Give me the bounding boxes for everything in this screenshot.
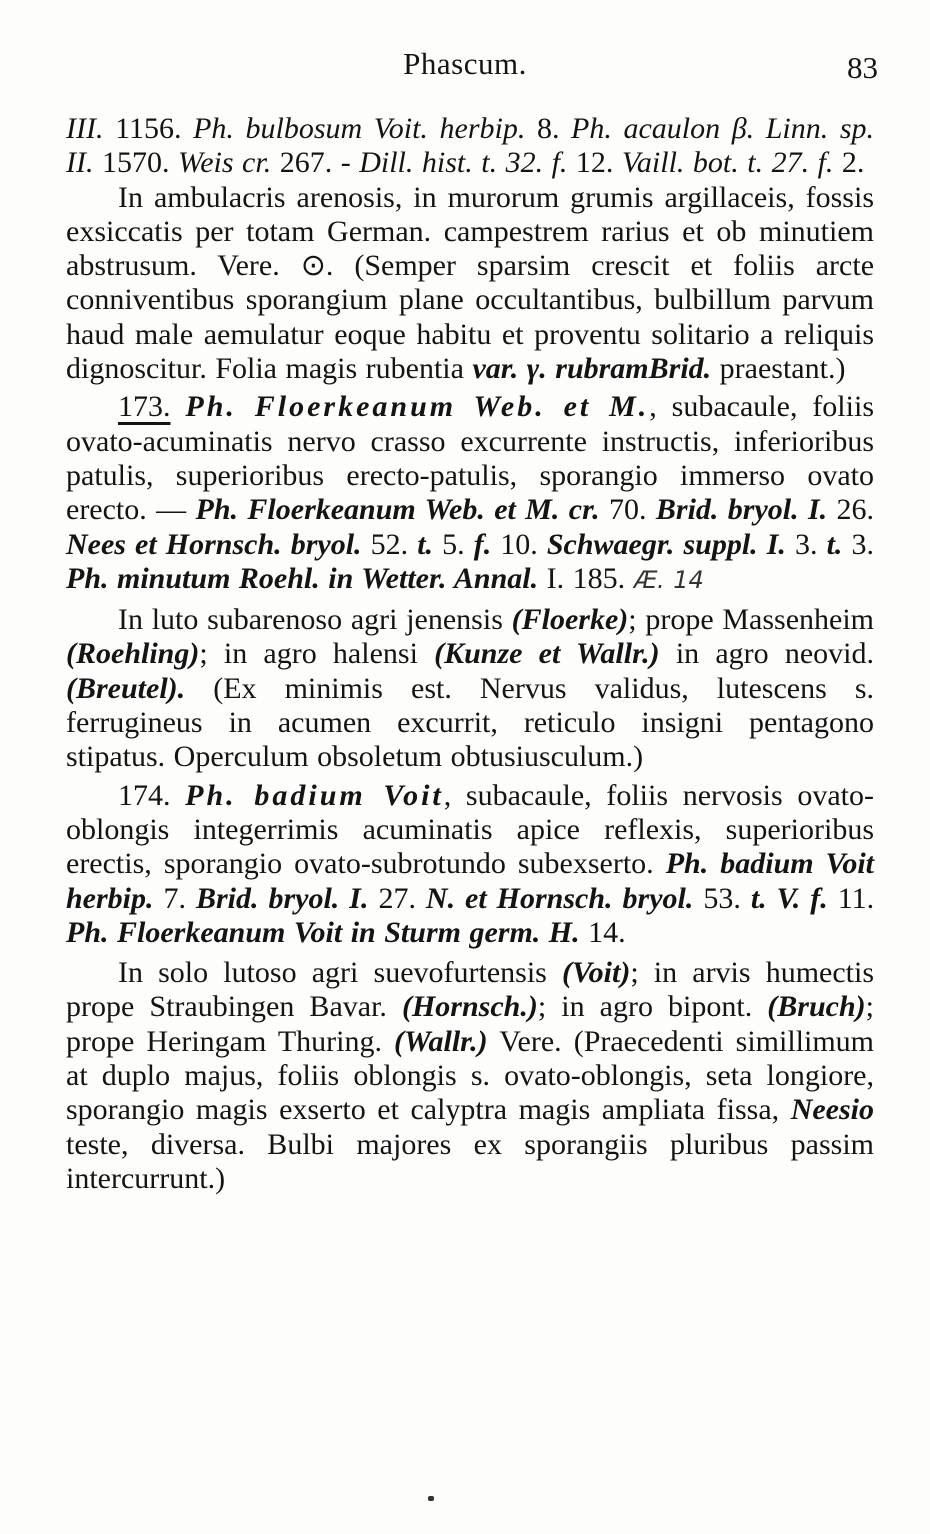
reference: 10. bbox=[500, 527, 538, 561]
reference: 3. bbox=[851, 527, 874, 561]
reference: Ph. badium Voit herbip. bbox=[66, 847, 875, 915]
habitat-paragraph bbox=[66, 603, 874, 774]
reference: t. bbox=[417, 527, 434, 561]
habitat-text: ; in agro halensi bbox=[199, 637, 418, 671]
reference: t. bbox=[826, 527, 843, 561]
note-text: teste, diversa. Bulbi majores ex sporangiis pluribus passim intercurrunt.) bbox=[66, 1127, 874, 1195]
page-body bbox=[66, 112, 874, 1196]
reference: I. 185. bbox=[546, 561, 626, 595]
synonym-ref: Weis cr. bbox=[177, 146, 272, 180]
species-number: 173. bbox=[118, 390, 171, 424]
habitat-text: In luto subarenoso agri jenensis bbox=[118, 603, 503, 637]
habitat-text: In solo lutoso agri suevofurtensis bbox=[118, 956, 547, 990]
collector: Neesio bbox=[790, 1093, 874, 1127]
synonym-ref: 1570. bbox=[101, 146, 170, 180]
habitat-text: ; in arvis humectis prope Straubingen Bavar. bbox=[66, 956, 875, 1024]
reference: Ph. Floerkeanum Web. et M. cr. bbox=[195, 493, 600, 527]
synonymy-continuation bbox=[66, 112, 874, 181]
reference: 70. bbox=[609, 493, 647, 527]
species-name: Ph. badium Voit bbox=[185, 778, 444, 812]
collector: (Wallr.) bbox=[394, 1024, 488, 1058]
variety-ref: var. γ. rubramBrid. bbox=[472, 352, 712, 386]
reference: 7. bbox=[163, 881, 186, 915]
synonym-ref: 1156. bbox=[115, 112, 182, 145]
reference: N. et Hornsch. bryol. bbox=[425, 881, 694, 915]
collector: (Roehling) bbox=[66, 637, 200, 671]
synonym-ref: Dill. hist. t. 32. f. bbox=[359, 146, 568, 180]
species-diagnosis: , subacaule, foliis nervosis ovato-oblongis integerrimis acuminatis apice reflexis, superioribus erectis, sporangio ovato-subrotundo subexserto. bbox=[66, 778, 874, 881]
reference: 5. bbox=[442, 527, 465, 561]
reference: 14. bbox=[588, 915, 626, 949]
habitat-text: ; in agro bipont. bbox=[537, 990, 753, 1024]
reference: 52. bbox=[370, 527, 409, 561]
reference: Ph. Floerkeanum Voit in Sturm germ. H. bbox=[66, 915, 580, 949]
species-diagnosis: , subacaule, foliis ovato-acuminatis nervo crasso excurrente instructis, inferioribus patulis, superioribus erecto-patulis, sporangio immerso ovato erecto. — bbox=[66, 390, 874, 527]
reference: Nees et Hornsch. bryol. bbox=[66, 527, 362, 561]
reference: Brid. bryol. I. bbox=[195, 881, 369, 915]
synonym-ref: 8. bbox=[536, 112, 560, 145]
annual-symbol: ⊙. bbox=[300, 249, 334, 283]
habitat-paragraph bbox=[66, 181, 874, 387]
habitat-text: ; prope Heringam Thuring. bbox=[66, 990, 874, 1058]
synonym-ref: Vaill. bot. t. 27. f. bbox=[621, 146, 834, 180]
running-title: Phascum. bbox=[403, 46, 527, 81]
reference: Schwaegr. suppl. I. bbox=[546, 527, 786, 561]
note-text: praestant.) bbox=[719, 352, 846, 386]
collector: (Voit) bbox=[561, 956, 631, 990]
collector: (Bruch) bbox=[767, 990, 866, 1024]
synonym-ref: 267. - bbox=[279, 146, 351, 180]
print-speck bbox=[428, 1496, 434, 1501]
synonym-ref: 2. bbox=[841, 146, 865, 180]
handwritten-annotation: Æ. 14 bbox=[633, 565, 704, 594]
reference: t. V. f. bbox=[750, 881, 828, 915]
synonym-ref: Ph. acaulon β. Linn. sp. II. bbox=[66, 112, 875, 180]
habitat-text: In ambulacris arenosis, in murorum grumis argillaceis, fossis exsiccatis per totam German. campestrem rarius et ob minutiem abstrusum. Vere. bbox=[66, 180, 874, 283]
page-number: 83 bbox=[847, 50, 878, 85]
collector: (Kunze et Wallr.) bbox=[434, 637, 660, 671]
reference: 26. bbox=[836, 493, 875, 527]
habitat-text: in agro neovid. bbox=[675, 637, 874, 671]
synonym-ref: 12. bbox=[575, 146, 614, 180]
reference: 27. bbox=[378, 881, 416, 915]
species-name: Ph. Floerkeanum Web. et M. bbox=[185, 390, 650, 424]
reference: 53. bbox=[703, 881, 741, 915]
synonym-ref: III. bbox=[66, 112, 104, 145]
collector: (Floerke) bbox=[511, 603, 629, 637]
note-text: (Ex minimis est. Nervus validus, lutescens s. ferrugineus in acumen excurrit, reticulo insigni pentagono stipatus. Operculum obsoletum obtusiusculum.) bbox=[66, 671, 875, 774]
species-entry-174 bbox=[66, 779, 874, 950]
reference: Brid. bryol. I. bbox=[655, 493, 828, 527]
habitat-text: ; prope Massenheim bbox=[628, 603, 875, 637]
collector: (Breutel). bbox=[66, 671, 186, 705]
synonym-ref: Ph. bulbosum Voit. herbip. bbox=[193, 112, 526, 145]
reference: f. bbox=[473, 527, 492, 561]
note-text: Vere. (Praecedenti simillimum at duplo majus, foliis oblongis s. ovato-oblongis, seta longiore, sporangio magis exserto et calyptra magis ampliata fissa, bbox=[66, 1024, 875, 1127]
reference: 3. bbox=[795, 527, 818, 561]
reference: 11. bbox=[837, 881, 875, 915]
note-text: (Semper sparsim crescit et foliis arcte conniventibus sporangium plane occultantibus, bulbillum parvum haud male aemulatur eoque habitu et proventu solitario a reliquis dignoscitur. Folia magis rubentia bbox=[66, 249, 875, 386]
habitat-paragraph bbox=[66, 956, 874, 1196]
collector: (Hornsch.) bbox=[401, 990, 538, 1024]
reference: Ph. minutum Roehl. in Wetter. Annal. bbox=[66, 561, 539, 595]
species-entry-173 bbox=[66, 390, 874, 597]
species-number: 174. bbox=[118, 778, 171, 812]
